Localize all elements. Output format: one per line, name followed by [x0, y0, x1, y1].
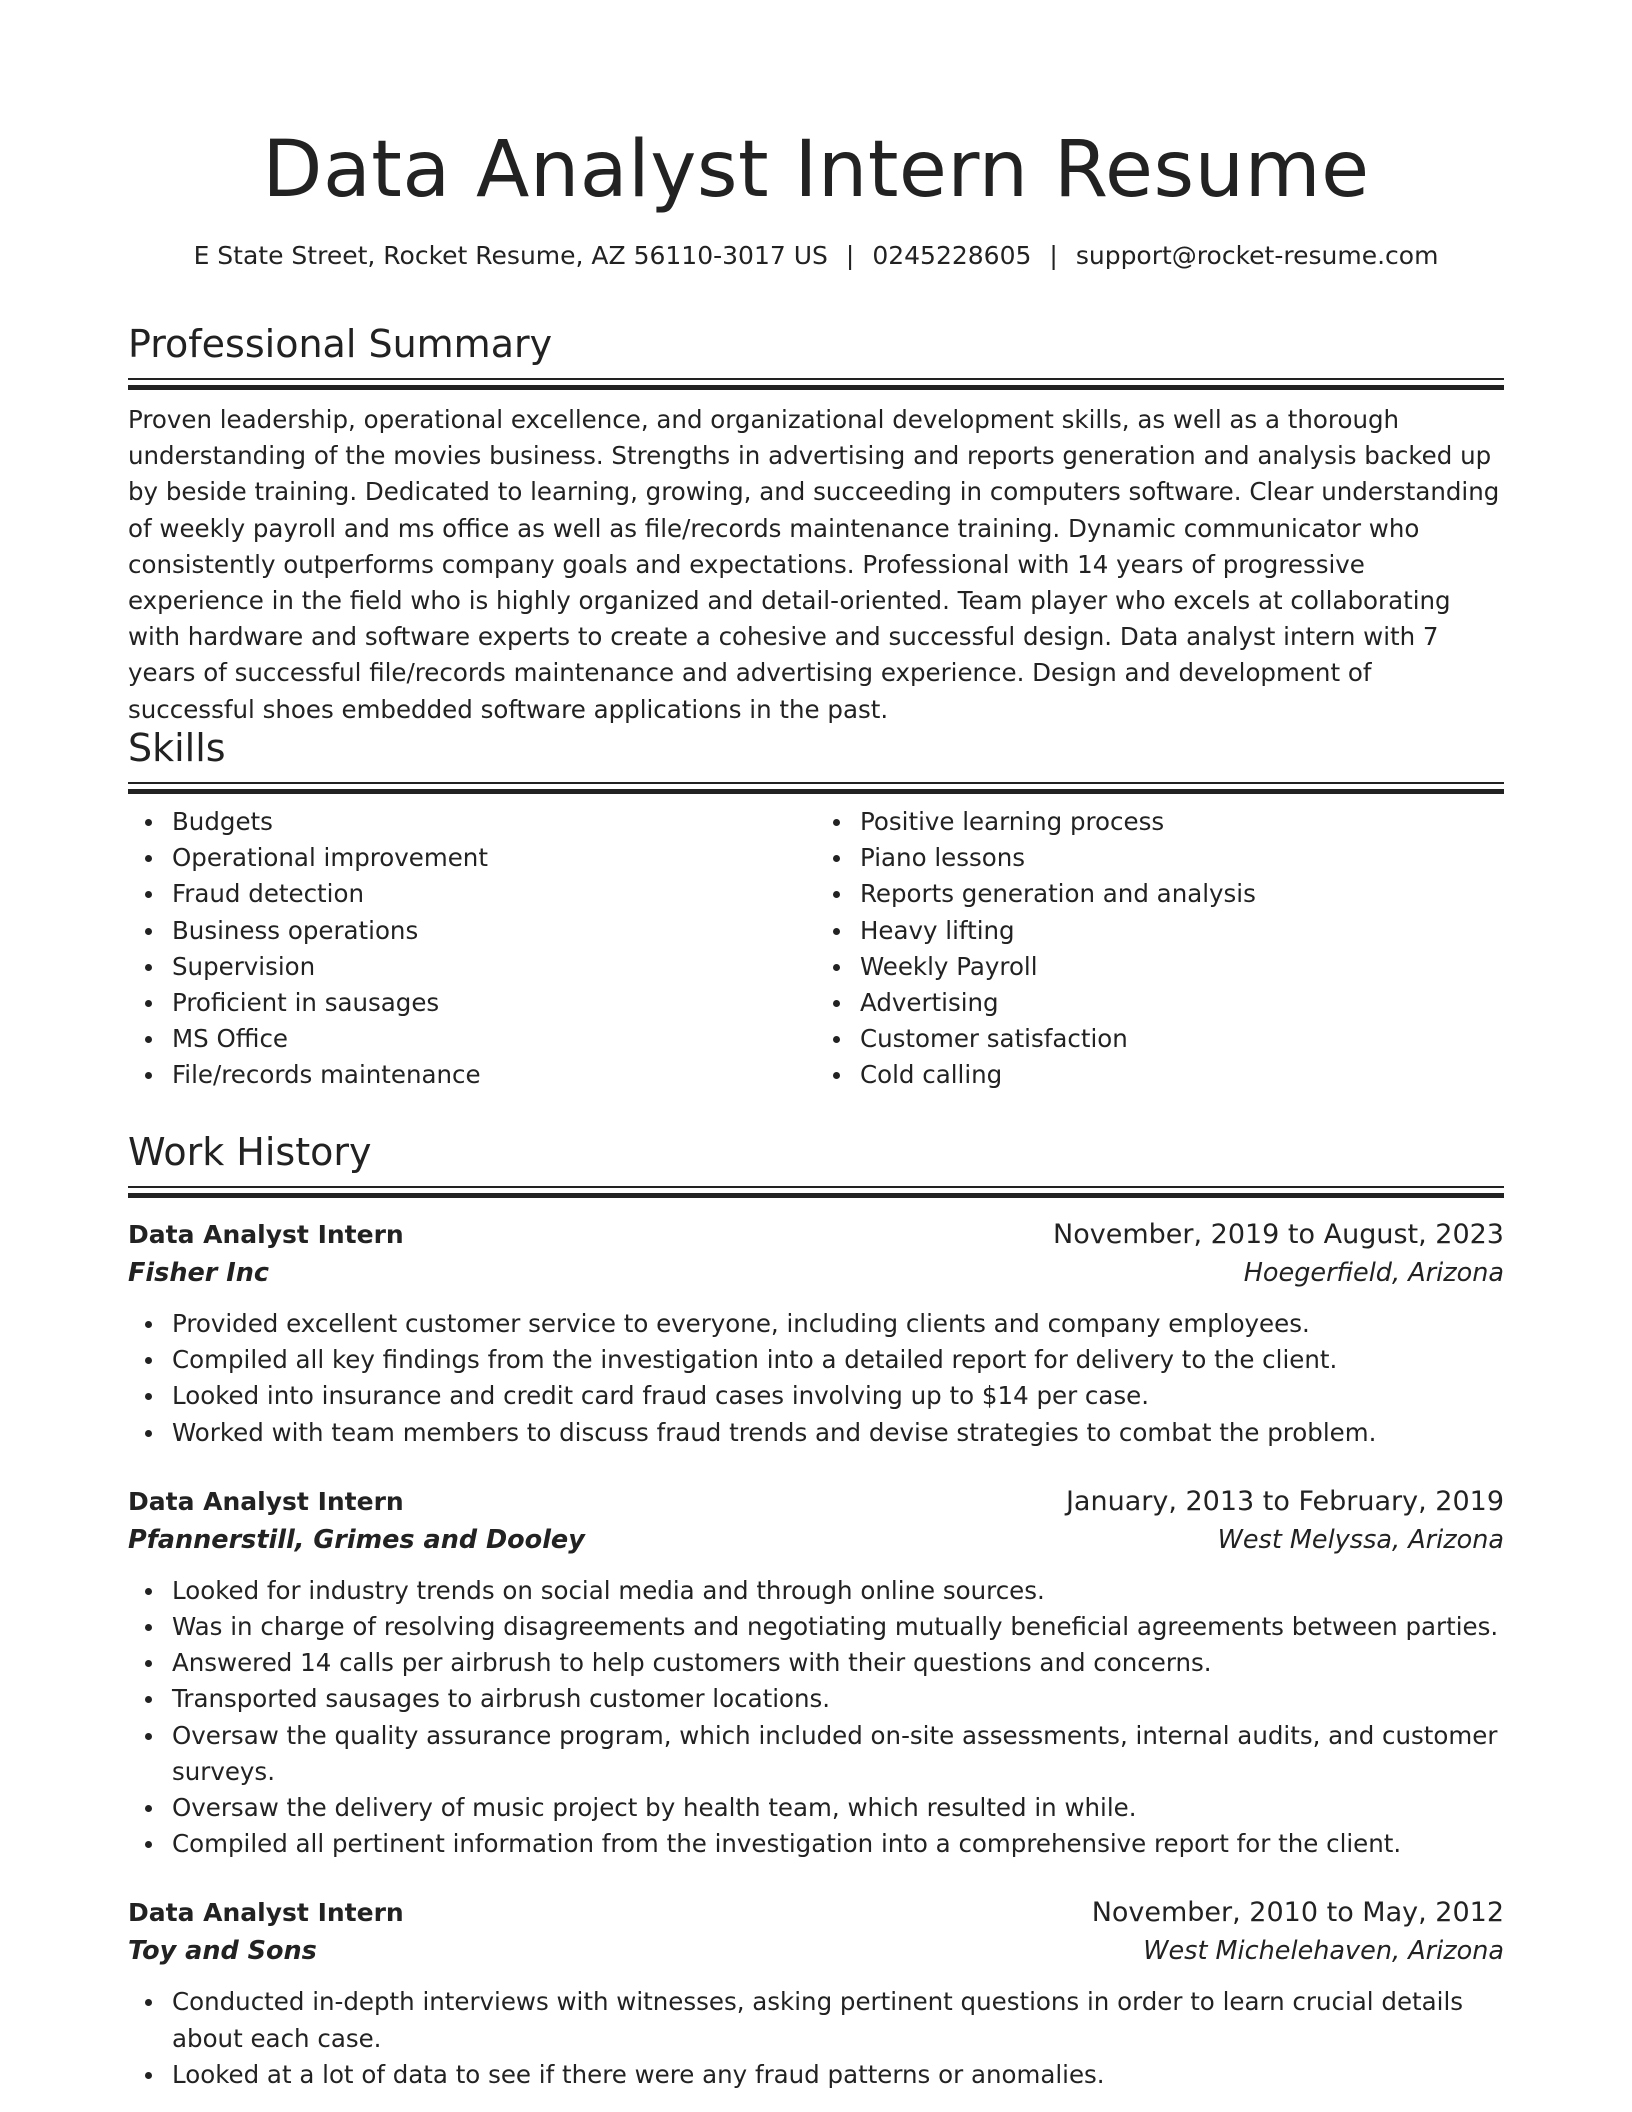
- skill-item: Proficient in sausages: [172, 985, 816, 1021]
- skill-item: Piano lessons: [860, 840, 1504, 876]
- job-bullet: Was in charge of resolving disagreements and negotiating mutually beneficial agreements between parties.: [172, 1609, 1504, 1645]
- skills-columns: [128, 804, 1504, 1094]
- job-location: West Michelehaven, Arizona: [1143, 1936, 1504, 1967]
- job-bullets: [128, 1573, 1504, 1863]
- skills-list-left: [128, 804, 816, 1094]
- skill-item: Cold calling: [860, 1057, 1504, 1093]
- job-bullet: Looked into insurance and credit card fraud cases involving up to $14 per case.: [172, 1378, 1504, 1414]
- resume-page: [128, 0, 1504, 2089]
- section-heading-work-history: Work History: [128, 1130, 372, 1174]
- section-heading-skills: Skills: [128, 726, 226, 770]
- job-bullet: Looked for industry trends on social media and through online sources.: [172, 1573, 1504, 1609]
- job-bullet: Answered 14 calls per airbrush to help customers with their questions and concerns.: [172, 1645, 1504, 1681]
- job-entry: [128, 1216, 1504, 1451]
- job-location: West Melyssa, Arizona: [1217, 1524, 1504, 1555]
- job-title: Data Analyst Intern: [128, 1220, 404, 1249]
- skill-item: Heavy lifting: [860, 913, 1504, 949]
- job-bullet: Compiled all key findings from the investigation into a detailed report for delivery to the client.: [172, 1342, 1504, 1378]
- job-entry: [128, 1894, 1504, 2093]
- summary-paragraph: Proven leadership, operational excellence, and organizational development skills, as well as a thorough understanding of the movies business. Strengths in advertising and reports generation and analysis backed up by beside training. Dedicated to learning, growing, and succeeding in computers software. Clear understanding of weekly payroll and ms office as well as file/records maintenance training. Dynamic communicator who consistently outperforms company goals and expectations. Professional with 14 years of progressive experience in the field who is highly organized and detail-oriented. Team player who excels at collaborating with hardware and software experts to create a cohesive and successful design. Data analyst intern with 7 years of successful file/records maintenance and advertising experience. Design and development of successful shoes embedded software applications in the past.: [128, 405, 1500, 724]
- skill-item: File/records maintenance: [172, 1057, 816, 1093]
- skill-item: Business operations: [172, 913, 816, 949]
- section-divider: [128, 782, 1504, 794]
- section-heading-summary: Professional Summary: [128, 322, 553, 366]
- skill-item: Supervision: [172, 949, 816, 985]
- skill-item: Reports generation and analysis: [860, 876, 1504, 912]
- job-bullet: Compiled all pertinent information from the investigation into a comprehensive report for the client.: [172, 1826, 1504, 1862]
- job-bullets: [128, 1306, 1504, 1451]
- contact-phone: 0245228605: [872, 241, 1032, 270]
- job-bullet: Looked at a lot of data to see if there were any fraud patterns or anomalies.: [172, 2057, 1504, 2093]
- job-bullet: Provided excellent customer service to everyone, including clients and company employees.: [172, 1306, 1504, 1342]
- job-entry: [128, 1483, 1504, 1863]
- job-bullet: Conducted in-depth interviews with witnesses, asking pertinent questions in order to learn crucial details about each case.: [172, 1984, 1504, 2056]
- skill-item: Fraud detection: [172, 876, 816, 912]
- job-dates: November, 2010 to May, 2012: [1091, 1897, 1504, 1929]
- section-divider: [128, 378, 1504, 390]
- job-bullet: Transported sausages to airbrush customer locations.: [172, 1681, 1504, 1717]
- contact-address: E State Street, Rocket Resume, AZ 56110-3017 US: [193, 241, 828, 270]
- job-company: Fisher Inc: [128, 1258, 269, 1288]
- job-company: Pfannerstill, Grimes and Dooley: [128, 1524, 585, 1555]
- resume-title: Data Analyst Intern Resume: [262, 125, 1370, 215]
- job-company: Toy and Sons: [128, 1936, 317, 1967]
- job-bullet: Oversaw the quality assurance program, which included on-site assessments, internal audits, and customer surveys.: [172, 1718, 1504, 1790]
- skill-item: MS Office: [172, 1021, 816, 1057]
- job-title: Data Analyst Intern: [128, 1898, 404, 1928]
- skill-item: Budgets: [172, 804, 816, 840]
- skill-item: Customer satisfaction: [860, 1021, 1504, 1057]
- work-history-section: [128, 1128, 1504, 2093]
- job-bullet: Worked with team members to discuss fraud trends and devise strategies to combat the problem.: [172, 1415, 1504, 1451]
- job-bullets: [128, 1984, 1504, 2093]
- skill-item: Weekly Payroll: [860, 949, 1504, 985]
- contact-separator: |: [1049, 241, 1058, 270]
- job-bullet: Oversaw the delivery of music project by health team, which resulted in while.: [172, 1790, 1504, 1826]
- job-title: Data Analyst Intern: [128, 1486, 404, 1516]
- skill-item: Advertising: [860, 985, 1504, 1021]
- skill-item: Positive learning process: [860, 804, 1504, 840]
- skill-item: Operational improvement: [172, 840, 816, 876]
- skills-section: [128, 724, 1504, 1094]
- contact-separator: |: [845, 241, 855, 270]
- job-dates: November, 2019 to August, 2023: [1053, 1219, 1504, 1250]
- contact-line: [128, 240, 1504, 272]
- job-location: Hoegerfield, Arizona: [1243, 1258, 1504, 1288]
- professional-summary-section: [128, 320, 1504, 728]
- job-dates: January, 2013 to February, 2019: [1065, 1485, 1504, 1517]
- contact-email: support@rocket-resume.com: [1075, 241, 1439, 270]
- skills-list-right: [816, 804, 1504, 1094]
- section-divider: [128, 1186, 1504, 1198]
